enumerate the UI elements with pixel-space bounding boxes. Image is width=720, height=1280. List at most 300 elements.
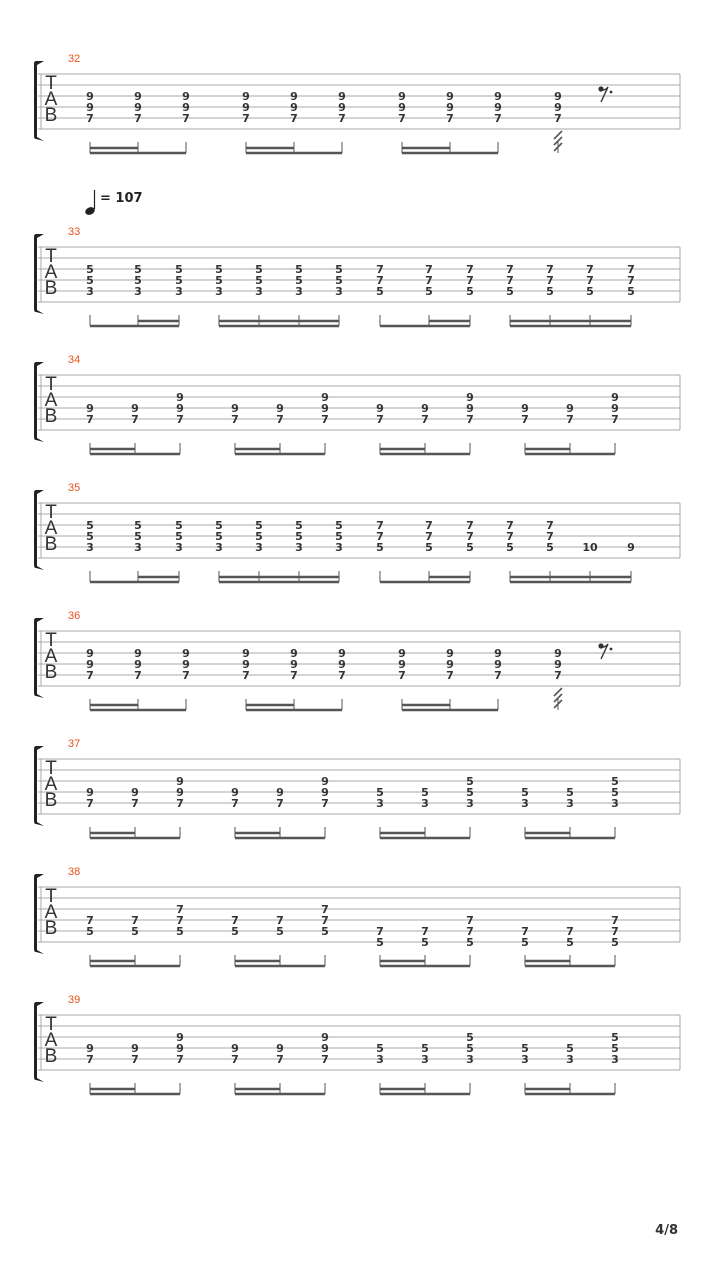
fret-number: 7 [276, 1053, 284, 1066]
fret-number: 7 [276, 914, 284, 927]
fret-number: 5 [466, 775, 474, 788]
fret-number: 9 [376, 402, 384, 415]
fret-number: 7 [506, 530, 514, 543]
fret-number: 7 [131, 797, 139, 810]
fret-number: 3 [521, 797, 529, 810]
fret-number: 7 [546, 530, 554, 543]
fret-number: 5 [521, 1042, 529, 1055]
fret-number: 7 [554, 669, 562, 682]
fret-number: 9 [86, 402, 94, 415]
fret-number: 5 [86, 530, 94, 543]
fret-number: 7 [546, 519, 554, 532]
fret-number: 7 [506, 519, 514, 532]
rest-dot [610, 648, 613, 651]
fret-number: 3 [295, 285, 303, 298]
fret-number: 9 [86, 647, 94, 660]
fret-number: 7 [376, 263, 384, 276]
fret-number: 3 [611, 1053, 619, 1066]
fret-number: 7 [338, 669, 346, 682]
fret-number: 9 [131, 786, 139, 799]
fret-number: 5 [466, 285, 474, 298]
fret-number: 9 [290, 101, 298, 114]
fret-number: 7 [425, 274, 433, 287]
tab-clef-letter: B [44, 790, 58, 811]
tab-clef-letter: T [45, 630, 57, 651]
fret-number: 9 [86, 658, 94, 671]
fret-number: 9 [231, 402, 239, 415]
fret-number: 9 [134, 101, 142, 114]
fret-number: 3 [376, 797, 384, 810]
fret-number: 9 [338, 658, 346, 671]
fret-number: 5 [131, 925, 139, 938]
fret-number: 3 [255, 541, 263, 554]
fret-number: 9 [131, 402, 139, 415]
tab-clef-letter: B [44, 662, 58, 683]
fret-number: 7 [321, 413, 329, 426]
fret-number: 7 [566, 413, 574, 426]
eighth-rest-icon [598, 86, 612, 102]
fret-number: 9 [611, 402, 619, 415]
fret-number: 9 [338, 647, 346, 660]
fret-number: 5 [586, 285, 594, 298]
fret-number: 5 [295, 263, 303, 276]
fret-number: 3 [86, 285, 94, 298]
measure-number: 39 [68, 994, 81, 1006]
fret-number: 3 [215, 541, 223, 554]
fret-number: 5 [255, 530, 263, 543]
fret-number: 5 [506, 541, 514, 554]
tab-clef-letter: A [44, 262, 58, 283]
fret-number: 5 [376, 786, 384, 799]
tab-system [34, 994, 680, 1094]
fret-number: 5 [566, 936, 574, 949]
measure-number: 32 [68, 53, 81, 65]
fret-number: 7 [176, 413, 184, 426]
fret-number: 5 [295, 530, 303, 543]
fret-number: 7 [376, 925, 384, 938]
tab-system [34, 738, 680, 838]
tab-system [34, 226, 680, 326]
fret-number: 5 [466, 1031, 474, 1044]
fret-number: 5 [215, 263, 223, 276]
fret-number: 9 [521, 402, 529, 415]
fret-number: 3 [611, 797, 619, 810]
fret-number: 7 [506, 274, 514, 287]
fret-number: 5 [376, 285, 384, 298]
fret-number: 9 [627, 541, 635, 554]
fret-number: 9 [321, 1042, 329, 1055]
fret-number: 7 [494, 669, 502, 682]
fret-number: 10 [582, 541, 598, 554]
fret-number: 5 [255, 519, 263, 532]
tab-clef-letter: B [44, 278, 58, 299]
fret-number: 7 [546, 274, 554, 287]
fret-number: 5 [86, 263, 94, 276]
fret-number: 7 [376, 519, 384, 532]
fret-number: 7 [506, 263, 514, 276]
fret-number: 3 [566, 797, 574, 810]
fret-number: 9 [398, 90, 406, 103]
fret-number: 9 [566, 402, 574, 415]
fret-number: 5 [421, 786, 429, 799]
fret-number: 9 [421, 402, 429, 415]
eighth-rest-icon [598, 643, 612, 659]
fret-number: 3 [335, 285, 343, 298]
fret-number: 5 [276, 925, 284, 938]
tab-systems [34, 53, 680, 1094]
fret-number: 7 [276, 797, 284, 810]
fret-number: 9 [338, 101, 346, 114]
fret-number: 7 [421, 413, 429, 426]
fret-number: 5 [546, 541, 554, 554]
fret-number: 7 [398, 669, 406, 682]
fret-number: 3 [86, 541, 94, 554]
fret-number: 3 [421, 1053, 429, 1066]
fret-number: 5 [611, 936, 619, 949]
fret-number: 5 [255, 263, 263, 276]
fret-number: 5 [421, 1042, 429, 1055]
fret-number: 9 [242, 658, 250, 671]
fret-number: 7 [176, 1053, 184, 1066]
fret-number: 3 [421, 797, 429, 810]
fret-number: 9 [176, 1042, 184, 1055]
fret-number: 7 [466, 263, 474, 276]
fret-number: 7 [376, 413, 384, 426]
fret-number: 7 [611, 413, 619, 426]
fret-number: 5 [335, 530, 343, 543]
fret-number: 7 [546, 263, 554, 276]
fret-number: 7 [182, 669, 190, 682]
fret-number: 7 [242, 112, 250, 125]
fret-number: 5 [546, 285, 554, 298]
fret-number: 5 [466, 1042, 474, 1055]
fret-number: 5 [335, 519, 343, 532]
fret-number: 9 [176, 402, 184, 415]
tab-system [34, 482, 680, 582]
tab-clef-letter: T [45, 73, 57, 94]
fret-number: 5 [86, 925, 94, 938]
fret-number: 7 [290, 669, 298, 682]
fret-number: 7 [176, 797, 184, 810]
fret-number: 5 [215, 519, 223, 532]
fret-number: 5 [175, 530, 183, 543]
fret-number: 7 [290, 112, 298, 125]
fret-number: 7 [182, 112, 190, 125]
fret-number: 5 [231, 925, 239, 938]
fret-number: 7 [276, 413, 284, 426]
fret-number: 7 [321, 1053, 329, 1066]
fret-number: 7 [321, 903, 329, 916]
fret-number: 3 [134, 541, 142, 554]
fret-number: 9 [494, 647, 502, 660]
fret-number: 9 [86, 1042, 94, 1055]
fret-number: 5 [425, 285, 433, 298]
measure-number: 34 [68, 354, 81, 366]
tab-clef-letter: T [45, 886, 57, 907]
fret-number: 5 [335, 263, 343, 276]
fret-number: 7 [321, 797, 329, 810]
fret-number: 9 [494, 101, 502, 114]
fret-number: 9 [398, 647, 406, 660]
fret-number: 3 [376, 1053, 384, 1066]
tab-clef-letter: B [44, 105, 58, 126]
tab-system [34, 354, 680, 454]
fret-number: 9 [290, 647, 298, 660]
fret-number: 7 [466, 519, 474, 532]
fret-number: 9 [554, 647, 562, 660]
fret-number: 7 [421, 925, 429, 938]
tab-clef-letter: T [45, 246, 57, 267]
fret-number: 9 [176, 786, 184, 799]
fret-number: 5 [86, 274, 94, 287]
tab-system [34, 610, 680, 710]
fret-number: 9 [554, 90, 562, 103]
measure-number: 38 [68, 866, 81, 878]
fret-number: 7 [86, 669, 94, 682]
fret-number: 5 [335, 274, 343, 287]
fret-number: 3 [566, 1053, 574, 1066]
tab-clef-letter: A [44, 518, 58, 539]
fret-number: 5 [566, 786, 574, 799]
fret-number: 9 [231, 1042, 239, 1055]
fret-number: 5 [134, 519, 142, 532]
fret-number: 9 [494, 90, 502, 103]
fret-number: 5 [215, 274, 223, 287]
tab-clef-letter: T [45, 374, 57, 395]
fret-number: 9 [398, 658, 406, 671]
fret-number: 7 [231, 914, 239, 927]
fret-number: 9 [134, 647, 142, 660]
page-number: 4/8 [655, 1223, 678, 1238]
fret-number: 3 [335, 541, 343, 554]
fret-number: 9 [242, 101, 250, 114]
fret-number: 3 [175, 285, 183, 298]
fret-number: 7 [466, 274, 474, 287]
tab-system [34, 53, 680, 153]
fret-number: 5 [376, 541, 384, 554]
fret-number: 9 [446, 658, 454, 671]
fret-number: 5 [521, 786, 529, 799]
fret-number: 9 [231, 786, 239, 799]
fret-number: 5 [175, 263, 183, 276]
fret-number: 3 [215, 285, 223, 298]
fret-number: 7 [627, 274, 635, 287]
fret-number: 7 [586, 274, 594, 287]
fret-number: 7 [321, 914, 329, 927]
fret-number: 7 [425, 530, 433, 543]
fret-number: 9 [134, 90, 142, 103]
fret-number: 5 [611, 1031, 619, 1044]
fret-number: 5 [134, 274, 142, 287]
fret-number: 9 [134, 658, 142, 671]
fret-number: 7 [494, 112, 502, 125]
fret-number: 5 [421, 936, 429, 949]
tab-clef-letter: A [44, 774, 58, 795]
fret-number: 3 [466, 1053, 474, 1066]
fret-number: 7 [521, 925, 529, 938]
fret-number: 7 [131, 1053, 139, 1066]
fret-number: 7 [86, 1053, 94, 1066]
fret-number: 9 [86, 101, 94, 114]
fret-number: 7 [134, 669, 142, 682]
fret-number: 7 [134, 112, 142, 125]
fret-number: 7 [425, 519, 433, 532]
fret-number: 9 [290, 658, 298, 671]
fret-number: 5 [506, 285, 514, 298]
fret-number: 9 [290, 90, 298, 103]
fret-number: 7 [376, 530, 384, 543]
fret-number: 9 [321, 1031, 329, 1044]
fret-number: 9 [611, 391, 619, 404]
tab-clef-letter: B [44, 406, 58, 427]
tab-clef-letter: T [45, 502, 57, 523]
fret-number: 9 [321, 786, 329, 799]
fret-number: 7 [176, 903, 184, 916]
rest-dot [610, 91, 613, 94]
fret-number: 9 [182, 658, 190, 671]
tab-clef-letter: T [45, 758, 57, 779]
fret-number: 5 [321, 925, 329, 938]
tab-clef-letter: B [44, 1046, 58, 1067]
fret-number: 7 [466, 925, 474, 938]
fret-number: 7 [611, 914, 619, 927]
fret-number: 9 [466, 402, 474, 415]
fret-number: 5 [466, 541, 474, 554]
fret-number: 9 [554, 658, 562, 671]
fret-number: 9 [242, 90, 250, 103]
fret-number: 5 [376, 1042, 384, 1055]
fret-number: 5 [295, 519, 303, 532]
fret-number: 9 [446, 101, 454, 114]
fret-number: 9 [131, 1042, 139, 1055]
fret-number: 5 [611, 786, 619, 799]
fret-number: 7 [554, 112, 562, 125]
fret-number: 7 [398, 112, 406, 125]
fret-number: 7 [611, 925, 619, 938]
fret-number: 7 [231, 1053, 239, 1066]
fret-number: 7 [176, 914, 184, 927]
fret-number: 3 [466, 797, 474, 810]
fret-number: 5 [295, 274, 303, 287]
fret-number: 3 [295, 541, 303, 554]
fret-number: 9 [398, 101, 406, 114]
fret-number: 9 [176, 1031, 184, 1044]
fret-number: 7 [466, 530, 474, 543]
fret-number: 5 [611, 1042, 619, 1055]
fret-number: 7 [446, 669, 454, 682]
fret-number: 5 [134, 263, 142, 276]
measure-number: 36 [68, 610, 81, 622]
fret-number: 5 [175, 519, 183, 532]
fret-number: 9 [446, 90, 454, 103]
tempo-value: = 107 [100, 191, 143, 206]
tab-clef-letter: T [45, 1014, 57, 1035]
fret-number: 9 [176, 775, 184, 788]
fret-number: 7 [521, 413, 529, 426]
fret-number: 9 [176, 391, 184, 404]
fret-number: 9 [466, 391, 474, 404]
fret-number: 5 [215, 530, 223, 543]
fret-number: 5 [86, 519, 94, 532]
tab-system [34, 866, 680, 966]
tab-clef-letter: B [44, 534, 58, 555]
tab-clef-letter: A [44, 1030, 58, 1051]
tab-clef-letter: B [44, 918, 58, 939]
tab-clef-letter: A [44, 390, 58, 411]
fret-number: 5 [425, 541, 433, 554]
fret-number: 5 [466, 786, 474, 799]
fret-number: 9 [242, 647, 250, 660]
fret-number: 3 [521, 1053, 529, 1066]
fret-number: 9 [182, 90, 190, 103]
fret-number: 9 [321, 402, 329, 415]
fret-number: 5 [566, 1042, 574, 1055]
fret-number: 9 [182, 647, 190, 660]
fret-number: 7 [338, 112, 346, 125]
fret-number: 5 [521, 936, 529, 949]
fret-number: 7 [586, 263, 594, 276]
fret-number: 7 [425, 263, 433, 276]
fret-number: 7 [86, 797, 94, 810]
tab-clef-letter: A [44, 646, 58, 667]
fret-number: 9 [276, 402, 284, 415]
fret-number: 5 [255, 274, 263, 287]
fret-number: 7 [86, 112, 94, 125]
tab-clef-letter: A [44, 902, 58, 923]
fret-number: 5 [175, 274, 183, 287]
fret-number: 7 [231, 413, 239, 426]
fret-number: 5 [627, 285, 635, 298]
fret-number: 9 [494, 658, 502, 671]
fret-number: 5 [134, 530, 142, 543]
fret-number: 7 [627, 263, 635, 276]
fret-number: 7 [466, 413, 474, 426]
fret-number: 7 [242, 669, 250, 682]
measure-number: 37 [68, 738, 81, 750]
fret-number: 7 [86, 413, 94, 426]
fret-number: 5 [176, 925, 184, 938]
fret-number: 9 [276, 786, 284, 799]
measure-number: 33 [68, 226, 81, 238]
fret-number: 5 [611, 775, 619, 788]
fret-number: 3 [134, 285, 142, 298]
fret-number: 7 [566, 925, 574, 938]
measure-number: 35 [68, 482, 81, 494]
fret-number: 5 [376, 936, 384, 949]
fret-number: 9 [321, 775, 329, 788]
fret-number: 9 [446, 647, 454, 660]
fret-number: 5 [466, 936, 474, 949]
fret-number: 7 [131, 413, 139, 426]
fret-number: 7 [131, 914, 139, 927]
fret-number: 7 [466, 914, 474, 927]
fret-number: 9 [86, 786, 94, 799]
quarter-note-icon [84, 190, 96, 216]
fret-number: 3 [175, 541, 183, 554]
fret-number: 7 [86, 914, 94, 927]
fret-number: 7 [231, 797, 239, 810]
tab-clef-letter: A [44, 89, 58, 110]
fret-number: 9 [321, 391, 329, 404]
fret-number: 9 [554, 101, 562, 114]
tempo-marking [84, 190, 143, 216]
fret-number: 7 [446, 112, 454, 125]
fret-number: 9 [338, 90, 346, 103]
fret-number: 7 [376, 274, 384, 287]
fret-number: 9 [276, 1042, 284, 1055]
fret-number: 3 [255, 285, 263, 298]
fret-number: 9 [182, 101, 190, 114]
